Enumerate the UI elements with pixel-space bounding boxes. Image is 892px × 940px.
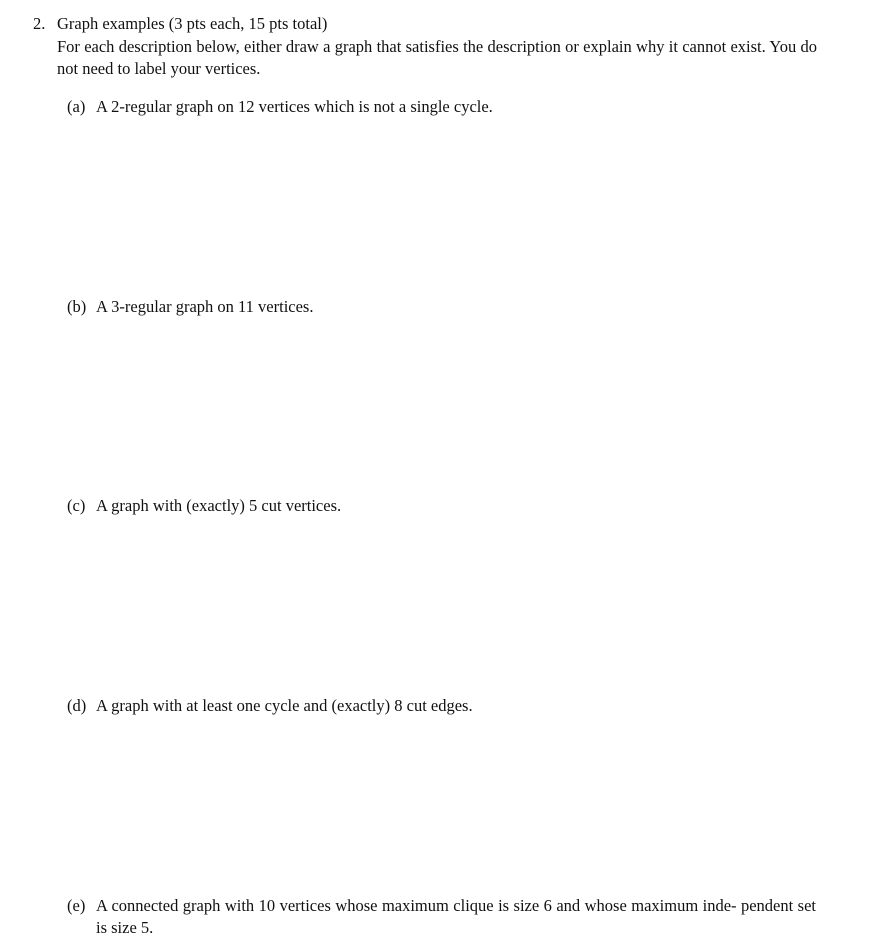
part-a-text: A 2-regular graph on 12 vertices which is not a single cycle.: [96, 97, 493, 116]
part-e-text: A connected graph with 10 vertices whose maximum clique is size 6 and whose maximum inde- pendent set is size 5.: [96, 896, 816, 937]
part-e-label: (e): [67, 896, 86, 915]
part-d-label: (d): [67, 696, 87, 715]
part-b-text: A 3-regular graph on 11 vertices.: [96, 297, 314, 316]
problem-intro: For each description below, either draw a graph that satisfies the description or explain why it cannot exist. You do not need to label your vertices.: [57, 37, 817, 78]
part-b-label: (b): [67, 297, 87, 316]
problem-title: Graph examples (3 pts each, 15 pts total): [57, 14, 328, 33]
part-c-label: (c): [67, 496, 86, 515]
part-a-label: (a): [67, 97, 86, 116]
problem-number: 2.: [33, 14, 46, 33]
part-c-text: A graph with (exactly) 5 cut vertices.: [96, 496, 342, 515]
part-d-text: A graph with at least one cycle and (exactly) 8 cut edges.: [96, 696, 473, 715]
